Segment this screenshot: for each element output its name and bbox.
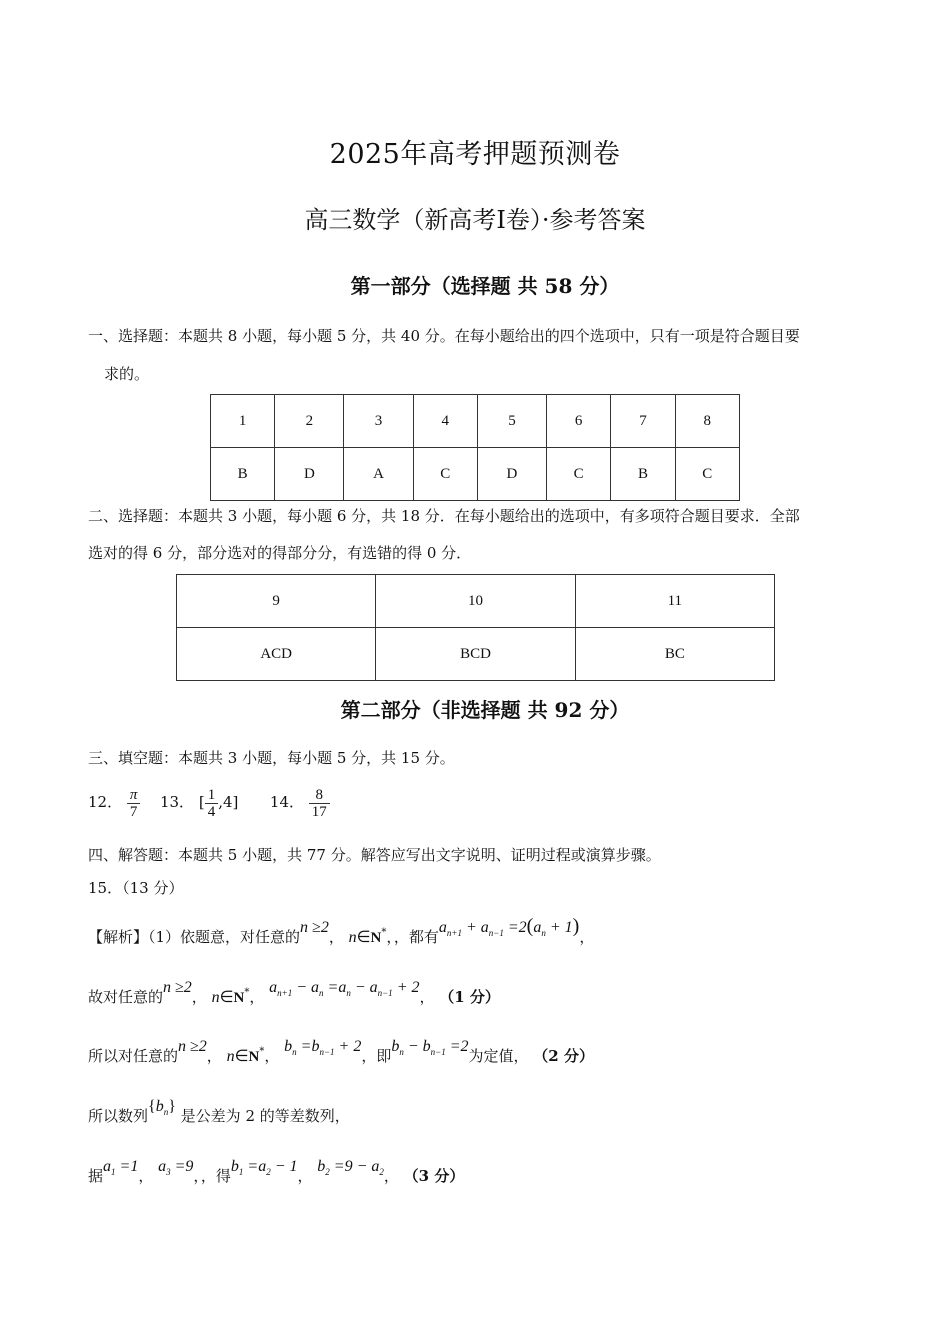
math-superscript: * (259, 1046, 265, 1057)
solution-text: ，即 (361, 1047, 392, 1065)
table-row-answers (211, 448, 740, 501)
single-choice-answer-table (210, 394, 740, 501)
solution-text: 是公差为 2 的等差数列， (180, 1107, 350, 1125)
solution-text: 据 (88, 1167, 104, 1185)
q2-instructions-line2: 选对的得 6 分，部分选对的得部分分，有选错的得 0 分． (88, 544, 472, 562)
table-cell: C (413, 448, 477, 501)
math-set-n: N (233, 990, 245, 1006)
table-cell: 1 (211, 395, 275, 448)
solution-text: 为定值， (468, 1047, 529, 1065)
score-marker: （1 分） (439, 988, 500, 1006)
part1-heading: 第一部分（选择题 共 58 分） (350, 274, 620, 298)
math-formula: n (348, 929, 357, 946)
q2-instructions-line1: 二、选择题：本题共 3 小题，每小题 6 分，共 18 分．在每小题给出的选项中，有多项符合题目要求．全部 (88, 507, 800, 525)
solution-line-2: 故对任意的n ≥2， n∈N*， $a_{n+1} - a_n =a_n - a_{n-1} + 2$， （1 分） (88, 979, 500, 1006)
math-formula: $b_n =b_{n-1} + 2$ (284, 1038, 362, 1057)
table-cell: D (477, 448, 546, 501)
fill-in-answers (88, 784, 330, 820)
multi-choice-answer-table (176, 574, 775, 681)
solution-line-3: 所以对任意的n ≥2， n∈N*， $b_n =b_{n-1} + 2$，即$b_n - b_{n-1} =2$为定值， （2 分） (88, 1038, 594, 1065)
page-subtitle: 高三数学（新高考Ⅰ卷）·参考答案 (304, 206, 646, 234)
table-cell: 5 (477, 395, 546, 448)
solution-text: 所以数列 (88, 1107, 149, 1125)
table-cell: 7 (611, 395, 675, 448)
table-cell: B (211, 448, 275, 501)
table-row-numbers (177, 575, 775, 628)
table-cell: D (275, 448, 344, 501)
math-formula: $a_{n+1} - a_n =a_n - a_{n-1} + 2$ (269, 979, 420, 998)
answer-12-label: 12． (88, 793, 123, 811)
table-cell: 4 (413, 395, 477, 448)
solution-line-5: 据$a_1 =1$， $a_3 =9$，，得$b_1 =a_2 - 1$， $b_2 =9 - a_2$， （3 分） (88, 1158, 465, 1185)
table-cell: BCD (376, 628, 575, 681)
math-symbol: ∈ (234, 1048, 249, 1065)
table-cell: BC (575, 628, 774, 681)
math-formula: $\{b_n\}$ (148, 1098, 176, 1117)
math-formula: $b_2 =9 - a_2$ (317, 1158, 384, 1177)
answer-14-label: 14． (269, 793, 305, 811)
math-formula: $a_{n+1} + a_{n-1} =2(a_n + 1)$ (438, 915, 580, 938)
fraction-numerator: 1 (205, 787, 219, 804)
q15-label: 15．（13 分） (88, 879, 184, 897)
table-cell: 9 (177, 575, 376, 628)
math-set-n: N (370, 930, 382, 946)
fraction-denominator: 17 (311, 803, 327, 820)
table-cell: 3 (344, 395, 413, 448)
math-symbol: ∈ (356, 929, 371, 946)
q1-instructions-line1: 一、选择题：本题共 8 小题，每小题 5 分，共 40 分。在每小题给出的四个选项中，只有一项是符合题目要 (88, 327, 800, 345)
math-formula: $b_1 =a_2 - 1$ (230, 1158, 298, 1177)
q1-instructions-line2: 求的。 (104, 365, 150, 383)
table-row-numbers (211, 395, 740, 448)
answer-13-rest: ,4] (218, 793, 239, 811)
table-cell: A (344, 448, 413, 501)
fraction-numerator: 8 (309, 787, 330, 804)
answer-13-fraction (205, 787, 219, 820)
table-cell: B (611, 448, 675, 501)
solution-text: ，都有 (393, 928, 439, 946)
solution-text: 故对任意的 (88, 988, 164, 1006)
math-formula: n ≥2 (178, 1038, 207, 1055)
math-symbol: ∈ (219, 989, 234, 1006)
math-formula: n ≥2 (300, 919, 329, 936)
table-cell: 2 (275, 395, 344, 448)
score-marker: （2 分） (533, 1047, 594, 1065)
q3-instructions: 三、填空题：本题共 3 小题，每小题 5 分，共 15 分。 (88, 749, 455, 767)
fraction-denominator: 7 (129, 803, 138, 820)
math-formula: n (211, 989, 220, 1006)
score-marker: （3 分） (403, 1167, 465, 1185)
fraction-numerator: π (127, 787, 141, 804)
math-formula: $b_n - b_{n-1} =2$ (391, 1038, 469, 1057)
solution-line-4 (88, 1098, 350, 1128)
math-superscript: * (244, 987, 250, 998)
math-formula: $a_3 =9$ (158, 1158, 194, 1177)
math-set-n: N (248, 1049, 260, 1065)
solution-text: 所以对任意的 (88, 1047, 179, 1065)
table-cell: 11 (575, 575, 774, 628)
answer-13-bracket: [ (198, 793, 205, 811)
solution-text: ，得 (200, 1167, 231, 1185)
answer-14-fraction (309, 787, 330, 820)
table-row-answers (177, 628, 775, 681)
table-cell: 10 (376, 575, 575, 628)
answer-13-label: 13． (159, 793, 195, 811)
page-title: 2025年高考押题预测卷 (329, 139, 621, 170)
table-cell: C (547, 448, 611, 501)
table-cell: C (675, 448, 739, 501)
math-formula: n ≥2 (163, 979, 192, 996)
part2-heading: 第二部分（非选择题 共 92 分） (340, 698, 630, 722)
answer-12-fraction (127, 787, 141, 820)
solution-line-1: 【解析】（1）依题意，对任意的n ≥2， n∈N*，，都有$a_{n+1} + a_{n-1} =2(a_n + 1)$， (88, 915, 595, 946)
q4-instructions: 四、解答题：本题共 5 小题，共 77 分。解答应写出文字说明、证明过程或演算步骤。 (88, 846, 661, 864)
table-cell: ACD (177, 628, 376, 681)
solution-text: 【解析】（1）依题意，对任意的 (88, 928, 301, 946)
table-cell: 6 (547, 395, 611, 448)
math-superscript: * (381, 927, 387, 938)
fraction-denominator: 4 (207, 803, 216, 820)
math-formula: $a_1 =1$ (103, 1158, 139, 1177)
math-formula: n (226, 1048, 235, 1065)
table-cell: 8 (675, 395, 739, 448)
